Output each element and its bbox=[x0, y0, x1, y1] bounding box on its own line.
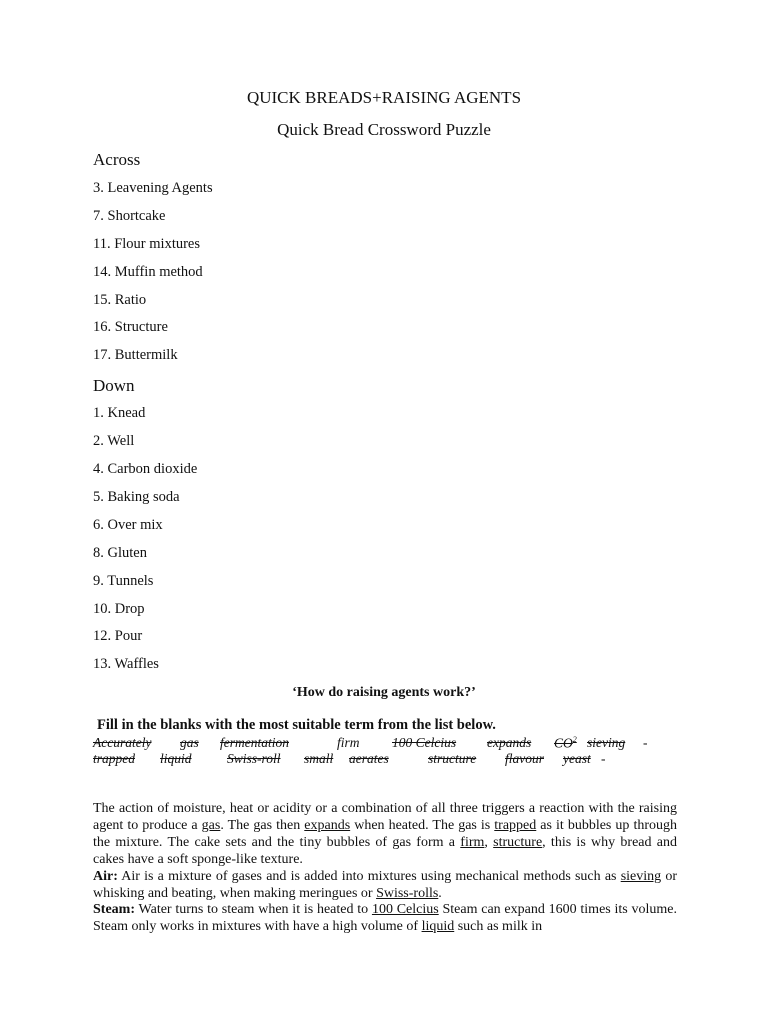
paragraph-label: Air: bbox=[93, 868, 118, 884]
passage-text: Water turns to steam when it is heated to bbox=[135, 902, 372, 918]
document-subtitle: Quick Bread Crossword Puzzle bbox=[277, 120, 491, 139]
down-clue: 10. Drop bbox=[93, 601, 145, 617]
passage bbox=[93, 801, 677, 936]
answer-text: gas bbox=[201, 817, 221, 833]
answer-text: trapped bbox=[494, 817, 537, 833]
down-heading: Down bbox=[93, 376, 135, 395]
across-clue: 16. Structure bbox=[93, 319, 168, 335]
answer-text: Swiss-rolls bbox=[376, 885, 439, 901]
word-bank-dash: - bbox=[601, 751, 606, 766]
answer-text: sieving bbox=[620, 868, 662, 884]
co2-text: CO bbox=[554, 735, 573, 751]
answer-text: liquid bbox=[421, 919, 455, 935]
down-clue: 13. Waffles bbox=[93, 656, 159, 672]
passage-text: The action of moisture, heat or acidity or a combination of all three triggers a reaction with the raising agent to produce a bbox=[93, 801, 677, 833]
down-clue: 5. Baking soda bbox=[93, 489, 180, 505]
passage-text: Air is a mixture of gases and is added into mixtures using mechanical methods such as bbox=[117, 868, 621, 884]
answer-text: 100 Celcius bbox=[371, 902, 439, 918]
passage-air-paragraph bbox=[93, 869, 677, 903]
passage-text: such as milk in bbox=[454, 919, 543, 935]
word-bank-term bbox=[554, 735, 577, 752]
word-bank-term: yeast bbox=[563, 751, 591, 766]
answer-text: structure bbox=[493, 834, 543, 850]
passage-steam-paragraph bbox=[93, 902, 677, 936]
word-bank-term: 100 Celcius bbox=[392, 735, 457, 750]
down-clue: 1. Knead bbox=[93, 405, 146, 421]
across-clue: 17. Buttermilk bbox=[93, 347, 178, 363]
word-bank-term: sieving bbox=[587, 735, 626, 750]
answer-text: firm bbox=[460, 834, 485, 850]
passage-text: Steam can expand 1600 times its volume. Steam only works in mixtures with have a high volume of bbox=[93, 902, 677, 935]
down-clue: 8. Gluten bbox=[93, 545, 147, 561]
word-bank-term: fermentation bbox=[220, 735, 289, 750]
passage-text: or whisking and beating, when making meringues or bbox=[93, 868, 677, 901]
word-bank-term: firm bbox=[337, 735, 360, 750]
word-bank-term: structure bbox=[428, 751, 477, 766]
word-bank-term: Accurately bbox=[93, 735, 152, 750]
down-clue: 2. Well bbox=[93, 433, 135, 449]
across-clue: 15. Ratio bbox=[93, 292, 147, 308]
passage-text: when heated. The gas is bbox=[350, 817, 495, 833]
word-bank-term: liquid bbox=[160, 751, 192, 766]
answer-text: expands bbox=[304, 817, 351, 833]
co2-subscript: 2 bbox=[572, 735, 577, 744]
passage-text: as it bubbles up through the mixture. The cake sets and the tiny bubbles of gas form a bbox=[93, 817, 678, 850]
paragraph-label: Steam: bbox=[93, 902, 135, 918]
word-bank-dash: - bbox=[643, 735, 648, 750]
document-title: QUICK BREADS+RAISING AGENTS bbox=[246, 88, 522, 107]
word-bank-term: Swiss-roll bbox=[227, 751, 281, 766]
passage-text: , this is why bread and cakes have a soft sponge-like texture. bbox=[93, 834, 678, 867]
passage-text: . bbox=[438, 885, 442, 901]
passage-intro-paragraph bbox=[93, 801, 677, 869]
across-clue: 7. Shortcake bbox=[93, 208, 166, 224]
passage-text: . The gas then bbox=[220, 817, 305, 833]
down-clue: 12. Pour bbox=[93, 628, 143, 644]
question-heading: ‘How do raising agents work?’ bbox=[292, 685, 476, 700]
word-bank-term: flavour bbox=[505, 751, 544, 766]
down-clue: 9. Tunnels bbox=[93, 573, 154, 589]
word-bank-term: aerates bbox=[349, 751, 389, 766]
across-clue: 3. Leavening Agents bbox=[93, 180, 213, 196]
word-bank-term: expands bbox=[487, 735, 532, 750]
down-clue: 6. Over mix bbox=[93, 517, 163, 533]
instruction-text: Fill in the blanks with the most suitable term from the list below. bbox=[97, 717, 496, 733]
word-bank-term: gas bbox=[180, 735, 199, 750]
passage-text: , bbox=[484, 834, 494, 850]
across-clue: 11. Flour mixtures bbox=[93, 236, 201, 252]
word-bank-term: small bbox=[304, 751, 334, 766]
across-clue: 14. Muffin method bbox=[93, 264, 203, 280]
down-clue: 4. Carbon dioxide bbox=[93, 461, 198, 477]
across-heading: Across bbox=[93, 150, 141, 169]
word-bank-term: trapped bbox=[93, 751, 135, 766]
